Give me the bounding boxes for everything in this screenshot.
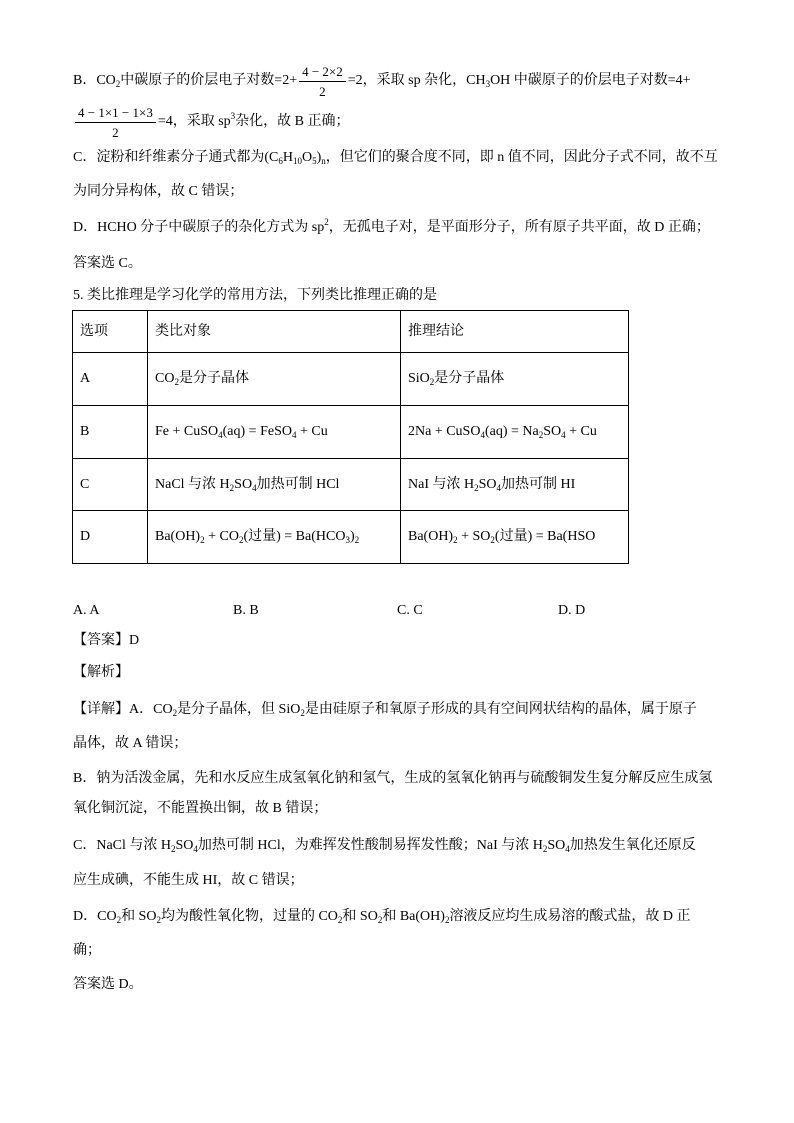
text-run: C．NaCl 与浓 H (73, 838, 171, 853)
final-answer-line (73, 975, 143, 995)
text-run (348, 71, 691, 91)
text-run: + CO (204, 529, 239, 544)
text-run: =2，采取 sp 杂化， (347, 73, 467, 88)
text-run: 溶液反应均生成易溶的酸式盐，故 D 正 (449, 909, 691, 924)
conclusion-cell (401, 511, 629, 564)
formula-text: H (282, 150, 293, 165)
comparison-table (72, 310, 629, 564)
header-analog-object: 类比对象 (155, 323, 211, 339)
text-run: 杂化，故 B 正确； (235, 114, 350, 129)
superscript: 2 (324, 217, 329, 227)
header-cell (73, 311, 148, 353)
text-run: + Cu (296, 424, 328, 439)
text-run: 和 Ba(OH) (382, 909, 445, 924)
text-run: SO (175, 838, 194, 853)
subscript: 4 (218, 430, 223, 440)
formula-text: CH (466, 73, 486, 88)
table-row (73, 511, 629, 564)
choice-a: A. A (73, 603, 100, 618)
object-cell (148, 406, 401, 459)
formula-text: O (301, 150, 313, 165)
text-run: D．CO (73, 909, 117, 924)
subscript: 2 (337, 915, 343, 925)
text-run: SO (234, 476, 253, 492)
subscript: 2 (171, 844, 176, 854)
option-cell (73, 353, 148, 406)
subscript: 2 (156, 915, 161, 925)
detail-line (73, 907, 691, 927)
answer-line (73, 631, 139, 651)
detail-line (73, 799, 327, 819)
table-row (73, 353, 629, 406)
text-run: (过量) = Ba(HCO (243, 529, 346, 544)
text-run: Ba(OH) (155, 529, 201, 544)
detail-line (73, 871, 304, 891)
text-run: OH 中碳原子的价层电子对数=4+ (490, 73, 691, 88)
subscript: 2 (300, 708, 305, 718)
text-run: C．淀粉和纤维素分子通式都为(C (73, 150, 279, 165)
text-run: (过量) = Ba(HSO (494, 529, 596, 544)
option-letter: C (80, 476, 90, 492)
subscript: 2 (453, 535, 458, 545)
superscript: 3 (230, 111, 236, 121)
formula-text: CO (96, 73, 116, 88)
prev-solution-line (73, 61, 691, 101)
text-run: 2Na + CuSO (408, 424, 481, 439)
subscript: 6 (278, 156, 283, 166)
fraction (299, 63, 346, 100)
header-conclusion: 推理结论 (408, 323, 464, 339)
prev-solution-line (73, 102, 350, 142)
text-run: 是分子晶体 (434, 371, 505, 386)
subscript: 2 (444, 915, 450, 925)
text-run: 是分子晶体 (178, 371, 249, 386)
analysis-tag: 【解析】 (73, 665, 129, 680)
detail-line (73, 734, 187, 754)
subscript: 2 (538, 430, 544, 440)
subscript: 2 (174, 377, 179, 387)
fraction (75, 104, 156, 141)
text-run: 晶体，故 A 错误； (73, 736, 188, 751)
object-text (155, 475, 393, 495)
subscript: 2 (229, 482, 235, 493)
subscript: 2 (200, 535, 205, 545)
conclusion-cell (401, 459, 629, 511)
subscript: 2 (490, 535, 495, 545)
subscript: 4 (291, 430, 297, 440)
text-run: NaCl 与浓 H (155, 476, 230, 492)
header-cell (401, 311, 629, 353)
conclusion-text (408, 527, 621, 547)
object-text (155, 422, 393, 442)
text-run: =4，采取 sp (157, 114, 231, 129)
text-run: + SO (457, 529, 491, 544)
text-run: 加热可制 HI (501, 476, 576, 492)
subscript: 2 (542, 844, 548, 854)
fraction-denominator: 2 (319, 83, 326, 99)
conclusion-text (408, 369, 621, 389)
option-cell (73, 511, 148, 564)
text-run (73, 71, 297, 91)
text-run: 答案选 C。 (73, 256, 142, 271)
prev-answer-line (73, 254, 142, 274)
text-run: SiO (408, 371, 430, 386)
text-run: SO (543, 424, 562, 439)
object-cell (148, 459, 401, 511)
subscript: 4 (193, 844, 198, 854)
choice-d: D. D (558, 603, 586, 618)
subscript: 2 (116, 915, 122, 925)
option-label: B． (73, 73, 97, 88)
option-cell (73, 406, 148, 459)
conclusion-cell (401, 406, 629, 459)
text-run: 加热可制 HCl (256, 476, 340, 492)
text-run: 均为酸性氧化物，过量的 CO (160, 909, 338, 924)
subscript: n (321, 156, 326, 166)
text-run: 应生成碘，不能生成 HI，故 C 错误； (73, 873, 304, 888)
detail-line (73, 769, 712, 789)
text-run: 和 SO (121, 909, 157, 924)
detail-tag: 【详解】 (73, 702, 129, 717)
object-text (155, 369, 393, 389)
subscript: 4 (561, 430, 566, 440)
subscript: 3 (485, 79, 491, 89)
option-letter: D (80, 529, 91, 544)
header-cell (148, 311, 401, 353)
answer-value: D (129, 633, 140, 648)
text-run: SO (547, 838, 566, 853)
text-run: Fe + CuSO (155, 424, 219, 439)
subscript: 2 (172, 708, 178, 718)
prev-solution-line (73, 148, 718, 168)
subscript: 2 (238, 535, 244, 545)
subscript: 5 (312, 156, 317, 166)
text-run: (aq) = Na (484, 424, 539, 439)
conclusion-text (408, 475, 621, 495)
text-run: SO (478, 476, 497, 492)
option-cell (73, 459, 148, 511)
subscript: 3 (345, 535, 350, 545)
text-run: CO (155, 371, 175, 386)
subscript: 4 (565, 844, 570, 854)
text-run: 氧化铜沉淀，不能置换出铜，故 B 错误； (73, 801, 328, 816)
subscript: 4 (496, 482, 502, 493)
text-run: A．CO (129, 702, 173, 717)
question-text: 5. 类比推理是学习化学的常用方法，下列类比推理正确的是 (73, 288, 437, 303)
text-run (158, 112, 350, 132)
subscript: 4 (480, 430, 485, 440)
subscript: 2 (429, 377, 435, 387)
conclusion-cell (401, 353, 629, 406)
table-row (73, 459, 629, 511)
conclusion-text (408, 422, 621, 442)
analysis-line (73, 663, 129, 683)
text-run: NaI 与浓 H (408, 476, 475, 492)
detail-line (73, 836, 696, 856)
prev-solution-line (73, 218, 710, 238)
text-run: 加热发生氧化还原反 (569, 838, 696, 853)
text-run: 是由硅原子和氧原子形成的具有空间网状结构的晶体，属于原子 (304, 702, 697, 717)
subscript: 2 (354, 535, 360, 545)
text-run: D．HCHO 分子中碳原子的杂化方式为 sp (73, 220, 325, 235)
text-run: 中碳原子的价层电子对数=2+ (120, 73, 298, 88)
subscript: 2 (474, 482, 479, 493)
object-cell (148, 353, 401, 406)
subscript: 2 (115, 79, 121, 89)
text-run: 加热可制 HCl，为难挥发性酸制易挥发性酸；NaI 与浓 H (197, 838, 543, 853)
answer-tag: 【答案】 (73, 633, 129, 648)
subscript: 4 (252, 482, 257, 493)
fraction-denominator: 2 (112, 124, 119, 140)
option-letter: A (80, 371, 91, 386)
fraction-numerator: 4 − 2×2 (299, 63, 346, 82)
text-run: 和 SO (342, 909, 378, 924)
choice-c: C. C (397, 603, 423, 618)
text-run: ) (349, 529, 355, 544)
object-cell (148, 511, 401, 564)
text-run: ，但它们的聚合度不同，即 n 值不同，因此分子式不同，故不互 (325, 150, 718, 165)
table-row (73, 406, 629, 459)
subscript: 2 (377, 915, 383, 925)
text-run: + Cu (565, 424, 597, 439)
subscript: 10 (292, 156, 302, 166)
option-letter: B (80, 424, 90, 439)
detail-line (73, 700, 697, 720)
object-text (155, 527, 393, 547)
text-run: 答案选 D。 (73, 977, 143, 992)
header-option: 选项 (80, 323, 108, 339)
fraction-numerator: 4 − 1×1 − 1×3 (75, 104, 156, 123)
text-run: ，无孤电子对，是平面形分子，所有原子共平面，故 D 正确； (328, 220, 710, 235)
table-header-row (73, 311, 629, 353)
text-run: 确； (73, 943, 101, 958)
text-run: 是分子晶体，但 SiO (177, 702, 301, 717)
text-run: Ba(OH) (408, 529, 454, 544)
choice-b: B. B (233, 603, 259, 618)
formula-text: ) (316, 150, 322, 165)
prev-solution-line (73, 182, 243, 202)
question-stem (73, 286, 437, 306)
detail-line (73, 941, 101, 961)
text-run: 为同分异构体，故 C 错误； (73, 184, 244, 199)
text-run: B．钠为活泼金属，先和水反应生成氢氧化钠和氢气，生成的氢氧化钠再与硫酸铜发生复分解反应生成氢 (73, 771, 713, 786)
text-run: (aq) = FeSO (222, 424, 292, 439)
